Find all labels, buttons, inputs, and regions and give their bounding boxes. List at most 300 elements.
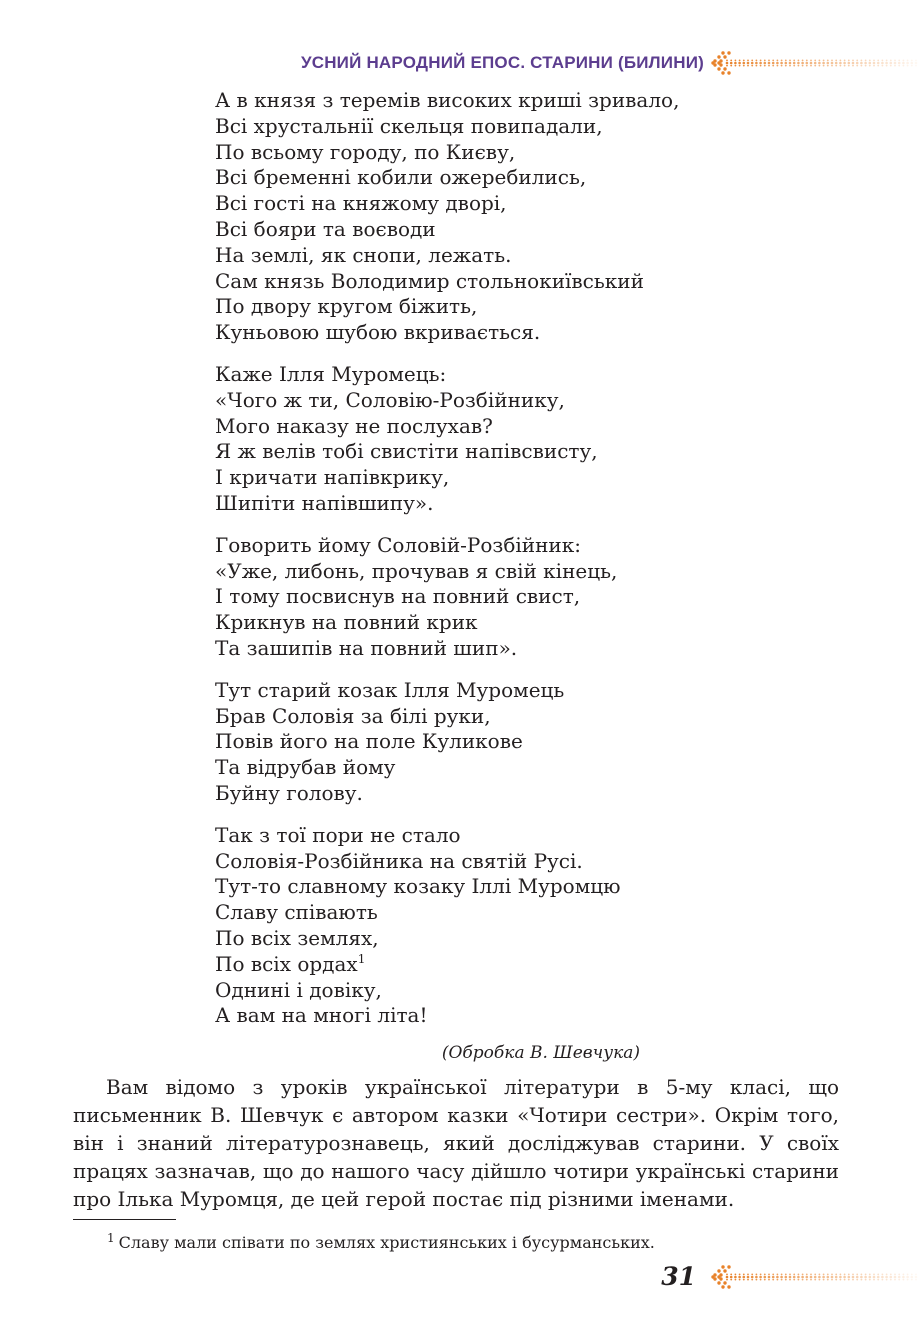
ornament-dot — [835, 62, 838, 65]
ornament-dot — [898, 60, 900, 62]
ornament-dot — [890, 65, 892, 67]
ornament-dot — [894, 62, 897, 65]
poem-line: Сам князь Володимир стольнокиївський — [215, 268, 644, 293]
ornament-dot — [802, 60, 804, 62]
ornament-dot — [882, 60, 884, 62]
ornament-dot — [822, 62, 825, 65]
poem-line: Я ж велів тобі свистіти напівсвисту, — [215, 439, 598, 464]
ornament-dot — [760, 60, 762, 62]
poem-line: «Чого ж ти, Соловію-Розбійнику, — [215, 387, 565, 412]
ornament-dot — [764, 65, 766, 67]
ornament-dot — [747, 62, 750, 65]
ornament-dot — [898, 1274, 900, 1276]
ornament-dot — [911, 1279, 913, 1281]
ornament-dot — [865, 60, 867, 62]
ornament-dot — [772, 62, 775, 65]
ornament-dot — [730, 1276, 733, 1279]
poem-line: І тому посвиснув на повний свист, — [215, 584, 581, 609]
ornament-dot — [739, 1274, 741, 1276]
ornament-dot — [865, 1279, 867, 1281]
ornament-dot — [864, 62, 867, 65]
ornament-dot — [751, 1279, 753, 1281]
ornament-dot — [819, 1279, 821, 1281]
ornament-dot — [777, 1279, 779, 1281]
ornament-dot — [802, 1274, 804, 1276]
ornament-dot — [801, 62, 804, 65]
ornament-dot — [719, 1277, 722, 1280]
ornament-dot — [726, 1276, 729, 1279]
ornament-dot — [751, 1274, 753, 1276]
poem-line: Так з тої пори не стало — [215, 822, 461, 847]
ornament-dot — [890, 62, 893, 65]
ornament-dot — [785, 60, 787, 62]
ornament-dot — [814, 65, 816, 67]
ornament-dot — [735, 1274, 737, 1276]
ornament-dot — [713, 1277, 716, 1280]
ornament-dot — [907, 1274, 909, 1276]
ornament-dot — [877, 1274, 879, 1276]
ornament-dot — [789, 1279, 791, 1281]
poem-line: Всі гості на княжому дворі, — [215, 191, 507, 216]
ornament-dot — [721, 1265, 724, 1268]
ornament-dot — [781, 60, 783, 62]
ornament-dot — [882, 1274, 884, 1276]
poem-line: Та відрубав йому — [215, 755, 396, 780]
ornament-dot — [789, 65, 791, 67]
ornament-dot — [873, 65, 875, 67]
ornament-dot — [852, 65, 854, 67]
ornament-dot — [755, 1276, 758, 1279]
ornament-dot — [902, 1276, 905, 1279]
ornament-dot — [835, 1279, 837, 1281]
poem — [215, 88, 815, 1045]
ornament-dot — [915, 60, 917, 62]
ornament-dot — [764, 60, 766, 62]
ornament-dot — [848, 1279, 850, 1281]
ornament-dot — [915, 1274, 917, 1276]
ornament-dot — [894, 60, 896, 62]
ornament-dot — [852, 1274, 854, 1276]
ornament-dot — [844, 1274, 846, 1276]
ornament-dot — [739, 1279, 741, 1281]
footnote-divider — [73, 1219, 176, 1220]
ornament-dot — [802, 1279, 804, 1281]
ornament-dot — [852, 1279, 854, 1281]
poem-line: Однині і довіку, — [215, 977, 382, 1002]
ornament-dot — [881, 62, 884, 65]
ornament-dot — [727, 1285, 730, 1288]
ornament-dot — [873, 60, 875, 62]
ornament-dot — [810, 65, 812, 67]
ornament-dot — [814, 1276, 817, 1279]
stanza-2 — [215, 362, 815, 517]
ornament-dot — [856, 1276, 859, 1279]
ornament-dot — [806, 1279, 808, 1281]
poem-line: Говорить йому Соловій-Розбійник: — [215, 532, 581, 557]
ornament-dot — [789, 62, 792, 65]
ornament-dot — [852, 62, 855, 65]
ornament-dot — [772, 60, 774, 62]
ornament-dot — [764, 62, 767, 65]
ornament-dot — [877, 1279, 879, 1281]
ornament-dot — [810, 1276, 813, 1279]
ornament-dot — [856, 62, 859, 65]
ornament-dot — [721, 51, 724, 54]
ornament-dot — [844, 60, 846, 62]
ornament-dot — [860, 62, 863, 65]
ornament-dot — [727, 71, 730, 74]
ornament-dot — [894, 1276, 897, 1279]
ornament-dot — [898, 1276, 901, 1279]
ornament-dot — [781, 1274, 783, 1276]
ornament-dot — [756, 60, 758, 62]
ornament-dot — [785, 62, 788, 65]
ornament-dot — [780, 62, 783, 65]
ornament-dot — [831, 1279, 833, 1281]
ornament-dot — [894, 65, 896, 67]
ornament-dot — [814, 60, 816, 62]
ornament-dot — [798, 60, 800, 62]
stanza-4 — [215, 678, 815, 807]
ornament-dot — [727, 1265, 730, 1268]
footnote — [107, 1232, 807, 1254]
ornament-dot — [730, 1274, 732, 1276]
ornament-dot — [747, 65, 749, 67]
poem-line: А вам на многі літа! — [215, 1003, 428, 1028]
ornament-dot — [723, 67, 726, 70]
ornament-dot — [869, 60, 871, 62]
ornament-dot — [877, 62, 880, 65]
ornament-dot — [793, 1274, 795, 1276]
poem-line: Славу співають — [215, 900, 378, 925]
ornament-dot — [886, 1279, 888, 1281]
ornament-dot — [839, 62, 842, 65]
poem-line: По всьому городу, по Києву, — [215, 139, 516, 164]
ornament-dot — [869, 1279, 871, 1281]
ornament-dot — [798, 1274, 800, 1276]
ornament-dot — [869, 62, 872, 65]
ornament-dot — [886, 60, 888, 62]
ornament-dot — [906, 1276, 909, 1279]
ornament-dot — [861, 65, 863, 67]
ornament-dot — [819, 65, 821, 67]
ornament-dot — [806, 1276, 809, 1279]
ornament-dot — [835, 1276, 838, 1279]
ornament-dot — [781, 65, 783, 67]
ornament-dot — [781, 1279, 783, 1281]
ornament-dot — [802, 65, 804, 67]
ornament-dot — [743, 1274, 745, 1276]
ornament-dot — [760, 65, 762, 67]
poem-line: Крикнув на повний крик — [215, 610, 478, 635]
ornament-dot — [759, 1276, 762, 1279]
ornament-dot — [848, 65, 850, 67]
ornament-dot — [898, 1279, 900, 1281]
ornament-dot — [823, 60, 825, 62]
poem-line: Буйну голову. — [215, 780, 363, 805]
ornament-dot — [776, 62, 779, 65]
ornament-dot — [843, 62, 846, 65]
ornament-dot — [907, 65, 909, 67]
ornament-dot — [814, 1279, 816, 1281]
ornament-dot — [806, 62, 809, 65]
ornament-dot — [717, 55, 720, 58]
ornament-dot — [793, 1279, 795, 1281]
poem-line: По двору кругом біжить, — [215, 294, 478, 319]
ornament-dot — [793, 65, 795, 67]
ornament-dot — [738, 1276, 741, 1279]
ornament-dot — [860, 1276, 863, 1279]
ornament-dot — [861, 60, 863, 62]
ornament-dot — [723, 1269, 726, 1272]
ornament-dot — [911, 65, 913, 67]
ornament-dot — [907, 60, 909, 62]
ornament-dot — [772, 1276, 775, 1279]
ornament-dot — [827, 62, 830, 65]
poem-line: Всі хрустальнії скельця повипадали, — [215, 113, 603, 138]
ornament-dot — [861, 1274, 863, 1276]
ornament-dot — [747, 1276, 750, 1279]
ornament-dot — [848, 1276, 851, 1279]
ornament-dot — [840, 1279, 842, 1281]
ornament-dot — [911, 1276, 914, 1279]
ornament-dot — [797, 62, 800, 65]
poem-line: Соловія-Розбійника на святій Русі. — [215, 848, 583, 873]
ornament-dot — [726, 62, 729, 65]
poem-line: Каже Ілля Муромець: — [215, 361, 447, 386]
ornament-dot — [814, 1274, 816, 1276]
ornament-dot — [818, 1276, 821, 1279]
ornament-dot — [873, 1279, 875, 1281]
ornament-dot — [822, 1276, 825, 1279]
poem-line-text: По всіх ордах — [215, 951, 358, 976]
poem-line: Та зашипів на повний шип». — [215, 635, 518, 660]
footnote-mark: 1 — [107, 1231, 115, 1245]
ornament-dot — [852, 1276, 855, 1279]
ornament-dot — [856, 60, 858, 62]
ornament-dot — [730, 60, 732, 62]
poem-line: «Уже, либонь, прочував я свій кінець, — [215, 558, 618, 583]
ornament-dot — [831, 1274, 833, 1276]
ornament-dot — [894, 1274, 896, 1276]
ornament-dot — [844, 65, 846, 67]
ornament-dot — [873, 62, 876, 65]
poem-line: Всі бояри та воєводи — [215, 216, 436, 241]
ornament-dot — [894, 1279, 896, 1281]
ornament-dot — [886, 65, 888, 67]
ornament-dot — [907, 1279, 909, 1281]
ornament-dot — [721, 71, 724, 74]
body-paragraph: Вам відомо з уроків української літератури в 5-му класі, що письменник В. Шевчук є автором казки «Чотири сестри». Окрім того, він і знаний літературознавець, який досліджував старини. У своїх працях зазначав, що до нашого часу дійшло чотири українські старини про Ілька Муромця, де цей герой постає під різними іменами. — [73, 1075, 839, 1211]
ornament-dot — [915, 1276, 918, 1279]
ornament-dot — [903, 1279, 905, 1281]
ornament-dot — [890, 1279, 892, 1281]
ornament-dot — [806, 60, 808, 62]
ornament-dot — [818, 62, 821, 65]
ornament-dot — [903, 65, 905, 67]
ornament-dot — [831, 60, 833, 62]
ornament-dot — [755, 62, 758, 65]
ornament-dot — [873, 1276, 876, 1279]
ornament-dot — [903, 1274, 905, 1276]
ornament-dot — [882, 65, 884, 67]
poem-line: А в князя з теремів високих криші зривало, — [215, 88, 680, 112]
ornament-dot — [785, 1276, 788, 1279]
poem-line: Всі бременні кобили ожеребились, — [215, 165, 587, 190]
ornament-dot — [780, 1276, 783, 1279]
ornament-dot — [885, 1276, 888, 1279]
poem-line: Тут-то славному козаку Іллі Муромцю — [215, 874, 621, 899]
ornament-dot — [713, 63, 716, 66]
ornament-dot — [764, 1279, 766, 1281]
ornament-dot — [785, 65, 787, 67]
ornament-dot — [739, 60, 741, 62]
ornament-dot — [840, 1274, 842, 1276]
poem-line: Брав Соловія за білі руки, — [215, 703, 491, 728]
ornament-dot — [798, 65, 800, 67]
ornament-dot — [806, 1274, 808, 1276]
ornament-dot — [743, 1276, 746, 1279]
poem-line-footnoted — [215, 952, 815, 978]
ornament-dot — [751, 60, 753, 62]
ornament-dot — [756, 65, 758, 67]
ornament-dot — [877, 1276, 880, 1279]
ornament-dot — [747, 60, 749, 62]
ornament-dot — [810, 60, 812, 62]
ornament-dot — [810, 1274, 812, 1276]
ornament-dot — [764, 1276, 767, 1279]
ornament-dot — [814, 62, 817, 65]
ornament-dot — [869, 1276, 872, 1279]
poem-line: По всіх землях, — [215, 925, 379, 950]
ornament-dot — [869, 1274, 871, 1276]
poem-line: Шипіти напівшипу». — [215, 490, 434, 515]
ornament-dot — [735, 65, 737, 67]
ornament-dot — [864, 1276, 867, 1279]
ornament-dot — [789, 60, 791, 62]
ornament-dot — [751, 1276, 754, 1279]
ornament-dot — [772, 1279, 774, 1281]
ornament-dot — [734, 1276, 737, 1279]
ornament-dot — [861, 1279, 863, 1281]
ornament-dot — [856, 1274, 858, 1276]
ornament-dot — [890, 1274, 892, 1276]
ornament-dot — [768, 1276, 771, 1279]
stanza-1 — [215, 88, 815, 346]
ornament-dot — [831, 62, 834, 65]
ornament-dot — [726, 1274, 728, 1276]
ornament-dot — [906, 62, 909, 65]
ornament-dot — [735, 60, 737, 62]
ornament-dot — [848, 62, 851, 65]
ornament-dot — [798, 1279, 800, 1281]
ornament-dot — [726, 60, 728, 62]
ornament-dot — [840, 65, 842, 67]
page-header — [0, 50, 918, 76]
ornament-dot — [835, 1274, 837, 1276]
ornament-dot — [898, 65, 900, 67]
ornament-dot — [777, 65, 779, 67]
ornament-dot — [743, 1279, 745, 1281]
ornament-dot — [776, 1276, 779, 1279]
ornament-dot — [819, 1274, 821, 1276]
ornament-dot — [856, 1279, 858, 1281]
orange-dotted-arrow-icon — [709, 1263, 918, 1291]
ornament-dot — [865, 65, 867, 67]
page-number: 31 — [661, 1262, 696, 1291]
poem-line: Тут старий козак Ілля Муромець — [215, 677, 565, 702]
stanza-3 — [215, 533, 815, 662]
ornament-dot — [827, 65, 829, 67]
ornament-dot — [911, 1274, 913, 1276]
ornament-dot — [835, 60, 837, 62]
ornament-dot — [886, 1274, 888, 1276]
ornament-dot — [890, 60, 892, 62]
ornament-dot — [723, 1281, 726, 1284]
ornament-dot — [865, 1274, 867, 1276]
ornament-dot — [730, 62, 733, 65]
footnote-text: Славу мали співати по землях християнських і бусурманських. — [118, 1233, 655, 1252]
ornament-dot — [734, 62, 737, 65]
ornament-dot — [869, 65, 871, 67]
ornament-dot — [915, 62, 918, 65]
ornament-dot — [756, 1279, 758, 1281]
ornament-dot — [877, 60, 879, 62]
ornament-dot — [793, 62, 796, 65]
ornament-dot — [793, 60, 795, 62]
ornament-dot — [827, 1279, 829, 1281]
poem-line: Мого наказу не послухав? — [215, 413, 493, 438]
ornament-dot — [760, 1274, 762, 1276]
ornament-dot — [835, 65, 837, 67]
ornament-dot — [768, 62, 771, 65]
ornament-dot — [760, 1279, 762, 1281]
ornament-dot — [810, 62, 813, 65]
ornament-dot — [747, 1279, 749, 1281]
ornament-dot — [903, 60, 905, 62]
stanza-5 — [215, 823, 815, 1029]
ornament-dot — [827, 1274, 829, 1276]
ornament-dot — [793, 1276, 796, 1279]
orange-dotted-arrow-icon — [709, 50, 918, 76]
ornament-dot — [819, 60, 821, 62]
ornament-dot — [873, 1274, 875, 1276]
ornament-dot — [852, 60, 854, 62]
ornament-dot — [877, 65, 879, 67]
ornament-dot — [768, 65, 770, 67]
ornament-dot — [735, 1279, 737, 1281]
ornament-dot — [823, 1274, 825, 1276]
ornament-dot — [751, 62, 754, 65]
poem-line: На землі, як снопи, лежать. — [215, 242, 512, 267]
ornament-dot — [898, 62, 901, 65]
poem-line: І кричати напівкрику, — [215, 465, 450, 490]
ornament-dot — [831, 65, 833, 67]
ornament-dot — [768, 1274, 770, 1276]
ornament-dot — [785, 1274, 787, 1276]
ornament-dot — [739, 65, 741, 67]
ornament-dot — [743, 65, 745, 67]
ornament-dot — [789, 1276, 792, 1279]
footnote-reference: 1 — [357, 951, 366, 966]
ornament-dot — [768, 60, 770, 62]
running-title: УСНИЙ НАРОДНИЙ ЕПОС. СТАРИНИ (БИЛИНИ) — [300, 53, 704, 72]
ornament-dot — [881, 1276, 884, 1279]
ornament-dot — [902, 62, 905, 65]
adaptation-credit: (Обробка В. Шевчука) — [441, 1043, 640, 1063]
ornament-dot — [785, 1279, 787, 1281]
ornament-dot — [823, 65, 825, 67]
